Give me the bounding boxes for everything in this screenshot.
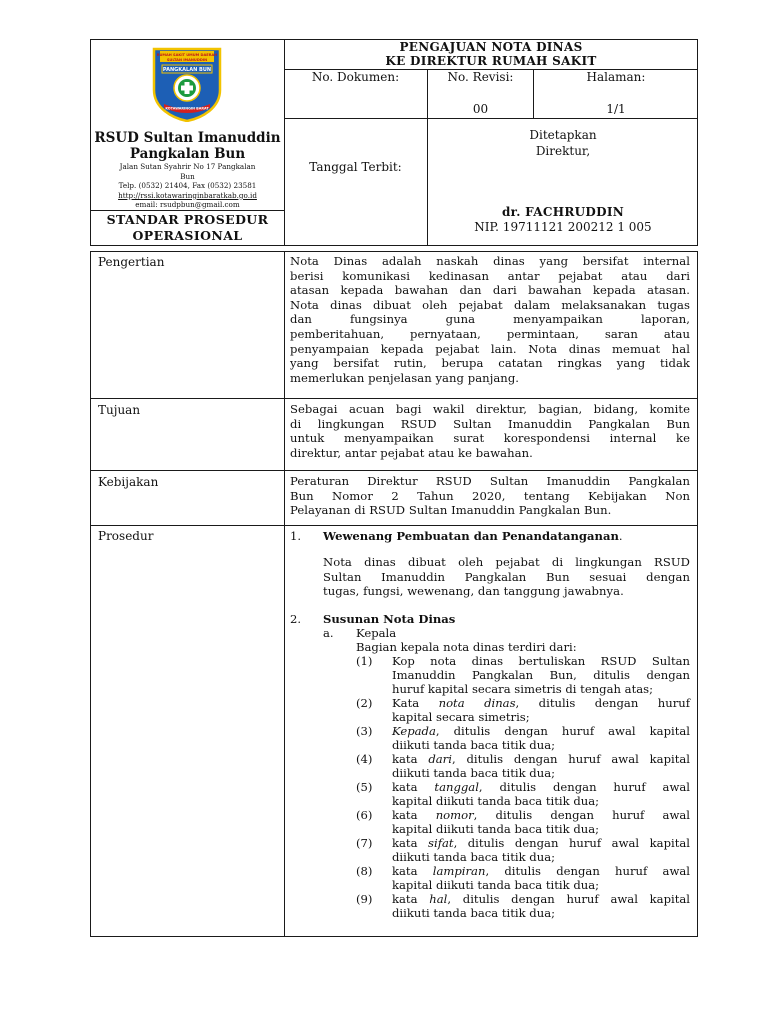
prosedur-item-1-text: [323, 555, 690, 599]
item-line-1: [392, 654, 690, 668]
document-title: [284, 40, 698, 68]
item-line-1-italic: lampiran: [432, 864, 486, 878]
text-line: Pelayanan di RSUD Sultan Imanuddin Pangkalan Bun.: [290, 503, 612, 518]
item-line-1-post: , ditulis dengan huruf awal: [478, 780, 690, 794]
logo-name-text: SULTAN IMANUDDIN: [166, 58, 208, 62]
logo-banner-text: PANGKALAN BUN: [162, 67, 212, 73]
item-line-1: [392, 892, 690, 906]
text-line: penyampaian kepada pejabat lain. Nota dinas memuat hal: [290, 341, 690, 356]
item-line-1-pre: kata: [392, 836, 429, 850]
item-line-1-pre: kata: [392, 864, 433, 878]
item-text: [392, 780, 690, 808]
org-address: [92, 162, 283, 210]
item-text: [392, 836, 690, 864]
row-line: [90, 525, 698, 526]
logo-top-text: RUMAH SAKIT UMUM DAERAH: [156, 53, 218, 57]
item-line-1-italic: dari: [428, 752, 452, 766]
item-line-1-italic: sifat: [428, 836, 454, 850]
item-number: (9): [356, 892, 373, 906]
item-1-title-text: Wewenang Pembuatan dan Penandatanganan: [323, 529, 619, 543]
text-line: Sebagai acuan bagi wakil direktur, bagian, bidang, komite: [290, 402, 690, 416]
prosedur-item-1-number: 1.: [290, 529, 302, 543]
text-line: untuk menyampaikan surat korespondensi internal ke: [290, 431, 690, 446]
prosedur-item-2-number: 2.: [290, 612, 302, 626]
item-1-title-dot: .: [618, 529, 623, 543]
item-line-3: huruf kapital secara simetris di tengah atas;: [392, 682, 653, 696]
item-text: [392, 654, 690, 696]
title-line-1: PENGAJUAN NOTA DINAS: [399, 40, 583, 54]
item-line-1-post: , ditulis dengan huruf: [515, 696, 690, 710]
item-line-1-italic: nota dinas: [438, 696, 516, 710]
item-line-1-pre: kata: [392, 752, 429, 766]
item-line-1-post: , ditulis dengan huruf awal kapital: [451, 752, 690, 766]
item-number: (6): [356, 808, 373, 822]
item-text: [392, 696, 690, 724]
kebijakan-text: [290, 474, 690, 518]
item-line-1-post: , ditulis dengan huruf awal: [473, 808, 690, 822]
item-line-1-pre: kata: [392, 892, 430, 906]
page-value: 1/1: [606, 102, 626, 116]
director-name: dr. FACHRUDDIN: [501, 205, 624, 219]
text-line: pemberitahuan, pernyataan, permintaan, saran atau: [290, 326, 690, 341]
item-line-2: kapital diikuti tanda baca titik dua;: [392, 822, 600, 836]
prosedur-item-2-title: Susunan Nota Dinas: [323, 612, 456, 626]
text-line: Nota dinas dibuat oleh pejabat dalam melaksanakan tugas: [290, 297, 690, 312]
approval-block: [428, 127, 698, 159]
content-divider: [284, 251, 285, 937]
item-number: (3): [356, 724, 373, 738]
item-number: (7): [356, 836, 373, 850]
text-line: memerlukan penjelasan yang panjang.: [290, 370, 520, 385]
item-line-1: [392, 808, 690, 822]
text-line: Nota Dinas adalah naskah dinas yang bersifat internal: [290, 254, 690, 268]
item-line-2: kapital secara simetris;: [392, 710, 530, 724]
hospital-logo: [150, 46, 224, 122]
row-line: [90, 398, 698, 399]
org-name-line-2: Pangkalan Bun: [129, 146, 246, 162]
item-text: [392, 864, 690, 892]
page-label: Halaman:: [586, 70, 646, 84]
item-number: (2): [356, 696, 373, 710]
tujuan-text: [290, 402, 690, 460]
logo-bottom-text: KOTAWARINGIN BARAT: [165, 106, 209, 111]
prosedur-item-1-title: [323, 529, 623, 543]
item-line-2: Imanuddin Pangkalan Bun, ditulis dengan: [392, 668, 690, 682]
item-line-1: [392, 724, 690, 738]
kepala-items-list: [356, 654, 690, 924]
sop-title-line-2: OPERASIONAL: [132, 228, 243, 243]
header-line: [284, 118, 698, 119]
sub-a-intro: Bagian kepala nota dinas terdiri dari:: [356, 640, 577, 654]
revision-value: 00: [472, 102, 489, 116]
item-line-1-pre: Kata: [392, 696, 439, 710]
website-link[interactable]: http://rssi.kotawaringinbaratkab.go.id: [118, 190, 257, 200]
item-line-1-italic: hal: [429, 892, 448, 906]
item-text: [392, 752, 690, 780]
doc-number-label: No. Dokumen:: [311, 70, 400, 84]
item-line-1-post: , ditulis dengan huruf awal kapital: [435, 724, 690, 738]
revision-label: No. Revisi:: [447, 70, 514, 84]
prosedur-label: Prosedur: [98, 529, 154, 543]
item-line-1: [392, 696, 690, 710]
email: email: rsudpbun@gmail.com: [135, 200, 240, 210]
item-line-1: [392, 864, 690, 878]
item-line-1-italic: tanggal: [434, 780, 479, 794]
text-line: direktur, antar pejabat atau ke bawahan.: [290, 445, 533, 460]
address-line-1: Jalan Sutan Syahrir No 17 Pangkalan: [119, 162, 256, 171]
text-line: Bun Nomor 2 Tahun 2020, tentang Kebijakan Non: [290, 488, 690, 503]
item-line-1: [392, 836, 690, 850]
item-line-1-pre: kata: [392, 808, 436, 822]
item-number: (1): [356, 654, 373, 668]
issue-date-label: Tanggal Terbit:: [309, 160, 402, 174]
text-line: Nota dinas dibuat oleh pejabat di lingkungan RSUD: [323, 555, 690, 569]
sub-a-number: a.: [323, 626, 334, 640]
item-line-2: kapital diikuti tanda baca titik dua;: [392, 878, 600, 892]
item-text: [392, 892, 690, 920]
text-line: yang bersifat rutin, berupa catatan ringkas yang tidak: [290, 356, 690, 371]
approved-label: Ditetapkan: [529, 128, 597, 142]
item-number: (4): [356, 752, 373, 766]
header-line: [90, 210, 285, 211]
item-line-1: [392, 780, 690, 794]
org-name: [90, 130, 285, 162]
org-name-line-1: RSUD Sultan Imanuddin: [94, 130, 281, 146]
item-text: [392, 724, 690, 752]
text-line: berisi komunikasi kedinasan antar pejabat atau dari: [290, 268, 690, 283]
item-line-2: kapital diikuti tanda baca titik dua;: [392, 794, 600, 808]
item-number: (8): [356, 864, 373, 878]
pengertian-text: [290, 254, 690, 385]
item-line-1-post: , ditulis dengan huruf awal: [485, 864, 690, 878]
kebijakan-label: Kebijakan: [98, 475, 159, 489]
item-line-1-italic: nomor: [435, 808, 474, 822]
sub-a-title: Kepala: [356, 626, 397, 640]
phone-fax: Telp. (0532) 21404, Fax (0532) 23581: [118, 181, 257, 191]
item-line-2: diikuti tanda baca titik dua;: [392, 906, 556, 920]
item-line-2: diikuti tanda baca titik dua;: [392, 738, 556, 752]
item-line-1-italic: Kepada: [392, 724, 436, 738]
text-line: Sultan Imanuddin Pangkalan Bun sesuai dengan: [323, 569, 690, 584]
director-nip: NIP. 19711121 200212 1 005: [474, 220, 652, 234]
item-line-2: diikuti tanda baca titik dua;: [392, 850, 556, 864]
address-line-2: Bun: [180, 171, 195, 181]
item-line-1-pre: kata: [392, 780, 435, 794]
director-title: Direktur,: [535, 144, 591, 158]
pengertian-label: Pengertian: [98, 255, 165, 269]
item-text: [392, 808, 690, 836]
item-line-1-post: , ditulis dengan huruf awal kapital: [453, 836, 690, 850]
title-line-2: KE DIREKTUR RUMAH SAKIT: [385, 54, 597, 68]
item-line-1-post: , ditulis dengan huruf awal kapital: [447, 892, 690, 906]
item-number: (5): [356, 780, 373, 794]
text-line: di lingkungan RSUD Sultan Imanuddin Pangkalan Bun: [290, 416, 690, 431]
item-line-2: diikuti tanda baca titik dua;: [392, 766, 556, 780]
sop-title: [90, 212, 285, 244]
item-line-1: [392, 752, 690, 766]
item-line-1-pre: Kop nota dinas bertuliskan RSUD Sultan: [392, 654, 690, 668]
text-line: tugas, fungsi, wewenang, dan tanggung jawabnya.: [323, 584, 624, 599]
row-line: [90, 470, 698, 471]
tujuan-label: Tujuan: [98, 403, 141, 417]
sop-title-line-1: STANDAR PROSEDUR: [106, 212, 269, 227]
text-line: Peraturan Direktur RSUD Sultan Imanuddin Pangkalan: [290, 474, 690, 488]
text-line: atasan kepada bawahan dan dari bawahan kepada atasan.: [290, 283, 690, 298]
text-line: dan fungsinya guna menyampaikan laporan,: [290, 312, 690, 327]
